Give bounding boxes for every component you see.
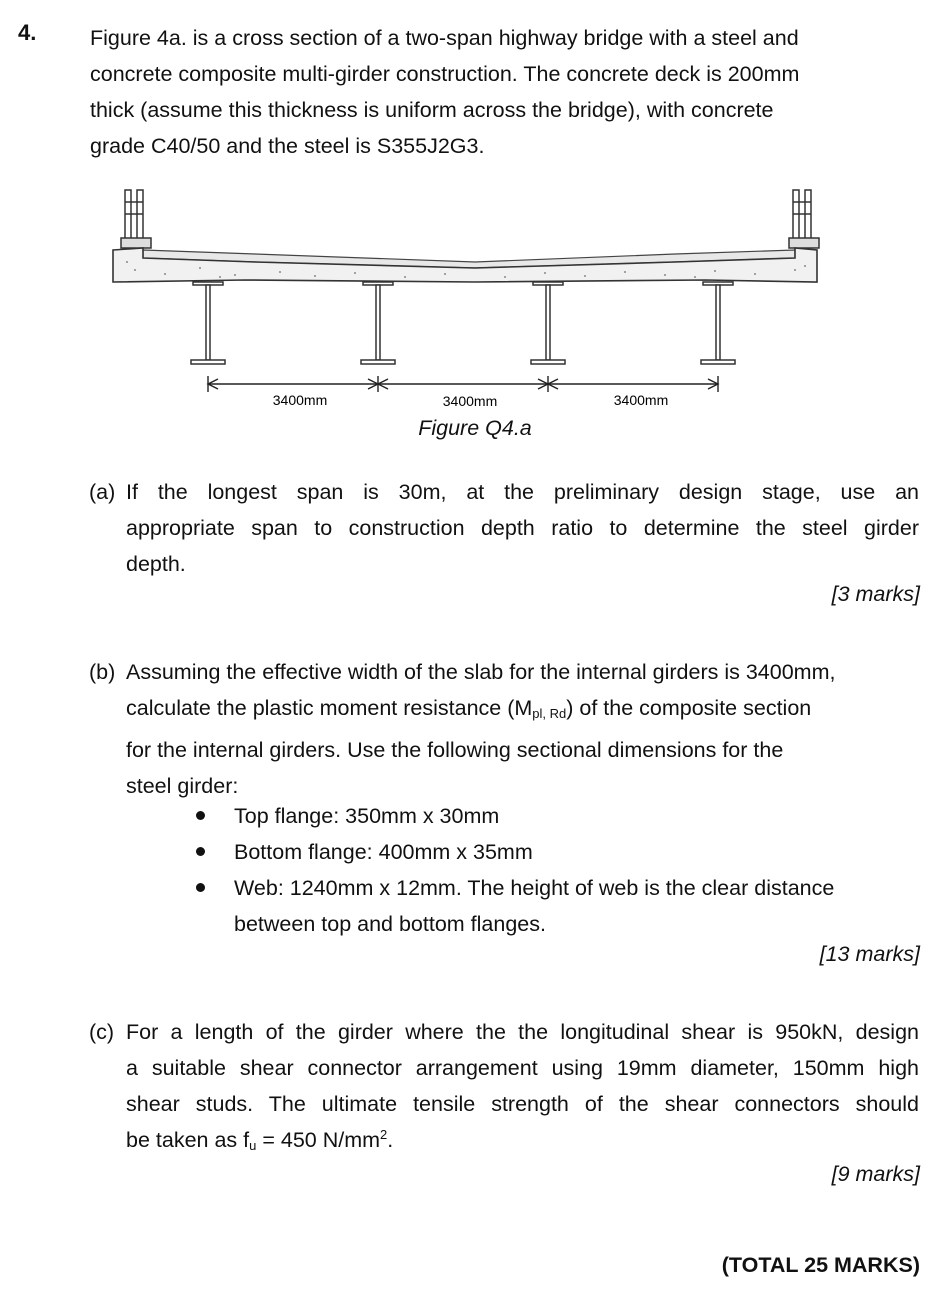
part-a-line: depth. [126, 552, 186, 576]
dimension-lines [208, 376, 718, 392]
bullet-icon [196, 883, 205, 892]
dimension-label: 3400mm [613, 392, 669, 408]
girder-1 [191, 282, 225, 364]
part-c-line: shear studs. The ultimate tensile strength of the shear connectors should [126, 1092, 919, 1116]
girder-3 [531, 282, 565, 364]
part-c-line: For a length of the girder where the the longitudinal shear is 950kN, design [126, 1020, 919, 1044]
steel-girders [191, 282, 735, 364]
list-item: Bottom flange: 400mm x 35mm [196, 834, 916, 870]
part-c-label: (c) [89, 1020, 115, 1044]
part-c-line: a suitable shear connector arrangement using 19mm diameter, 150mm high [126, 1056, 919, 1080]
left-parapet [121, 190, 151, 248]
total-marks: (TOTAL 25 MARKS) [721, 1253, 920, 1277]
right-parapet [789, 190, 819, 248]
part-b [89, 654, 919, 804]
part-b-label: (b) [89, 660, 116, 684]
part-b-marks: [13 marks] [819, 942, 920, 966]
part-b-line: for the internal girders. Use the following sectional dimensions for the [126, 738, 784, 762]
dimension-label: 3400mm [272, 392, 328, 408]
part-a [89, 474, 919, 582]
dimension-label: 3400mm [442, 393, 498, 409]
girder-dimensions-list [196, 798, 916, 942]
part-b-line: steel girder: [126, 774, 239, 798]
part-a-line: If the longest span is 30m, at the preliminary design stage, use an [126, 480, 919, 504]
intro-line: grade C40/50 and the steel is S355J2G3. [90, 134, 485, 158]
question-intro [90, 20, 910, 164]
part-a-label: (a) [89, 480, 116, 504]
bullet-icon [196, 811, 205, 820]
part-a-marks: [3 marks] [831, 582, 920, 606]
intro-line: concrete composite multi-girder construction. The concrete deck is 200mm [90, 62, 800, 86]
part-b-line: Assuming the effective width of the slab for the internal girders is 3400mm, [126, 660, 836, 684]
part-b-line: calculate the plastic moment resistance $(M_{pl, Rd})$ of the composite section [126, 696, 812, 721]
part-c-line: be taken as $f_u = 450$ $N/mm^2$. [126, 1127, 394, 1153]
question-number: 4. [18, 20, 37, 45]
intro-line: thick (assume this thickness is uniform across the bridge), with concrete [90, 98, 774, 122]
part-c [89, 1014, 919, 1164]
bullet-icon [196, 847, 205, 856]
part-a-line: appropriate span to construction depth ratio to determine the steel girder [126, 516, 919, 540]
list-item: Web: 1240mm x 12mm. The height of web is the clear distance between top and bottom flanges. [196, 870, 916, 942]
bridge-cross-section-figure [105, 182, 845, 412]
part-c-marks: [9 marks] [831, 1162, 920, 1186]
girder-4 [701, 282, 735, 364]
girder-2 [361, 282, 395, 364]
list-item: Top flange: 350mm x 30mm [196, 798, 916, 834]
figure-caption: Figure Q4.a [418, 416, 532, 440]
intro-line: Figure 4a. is a cross section of a two-span highway bridge with a steel and [90, 26, 799, 50]
